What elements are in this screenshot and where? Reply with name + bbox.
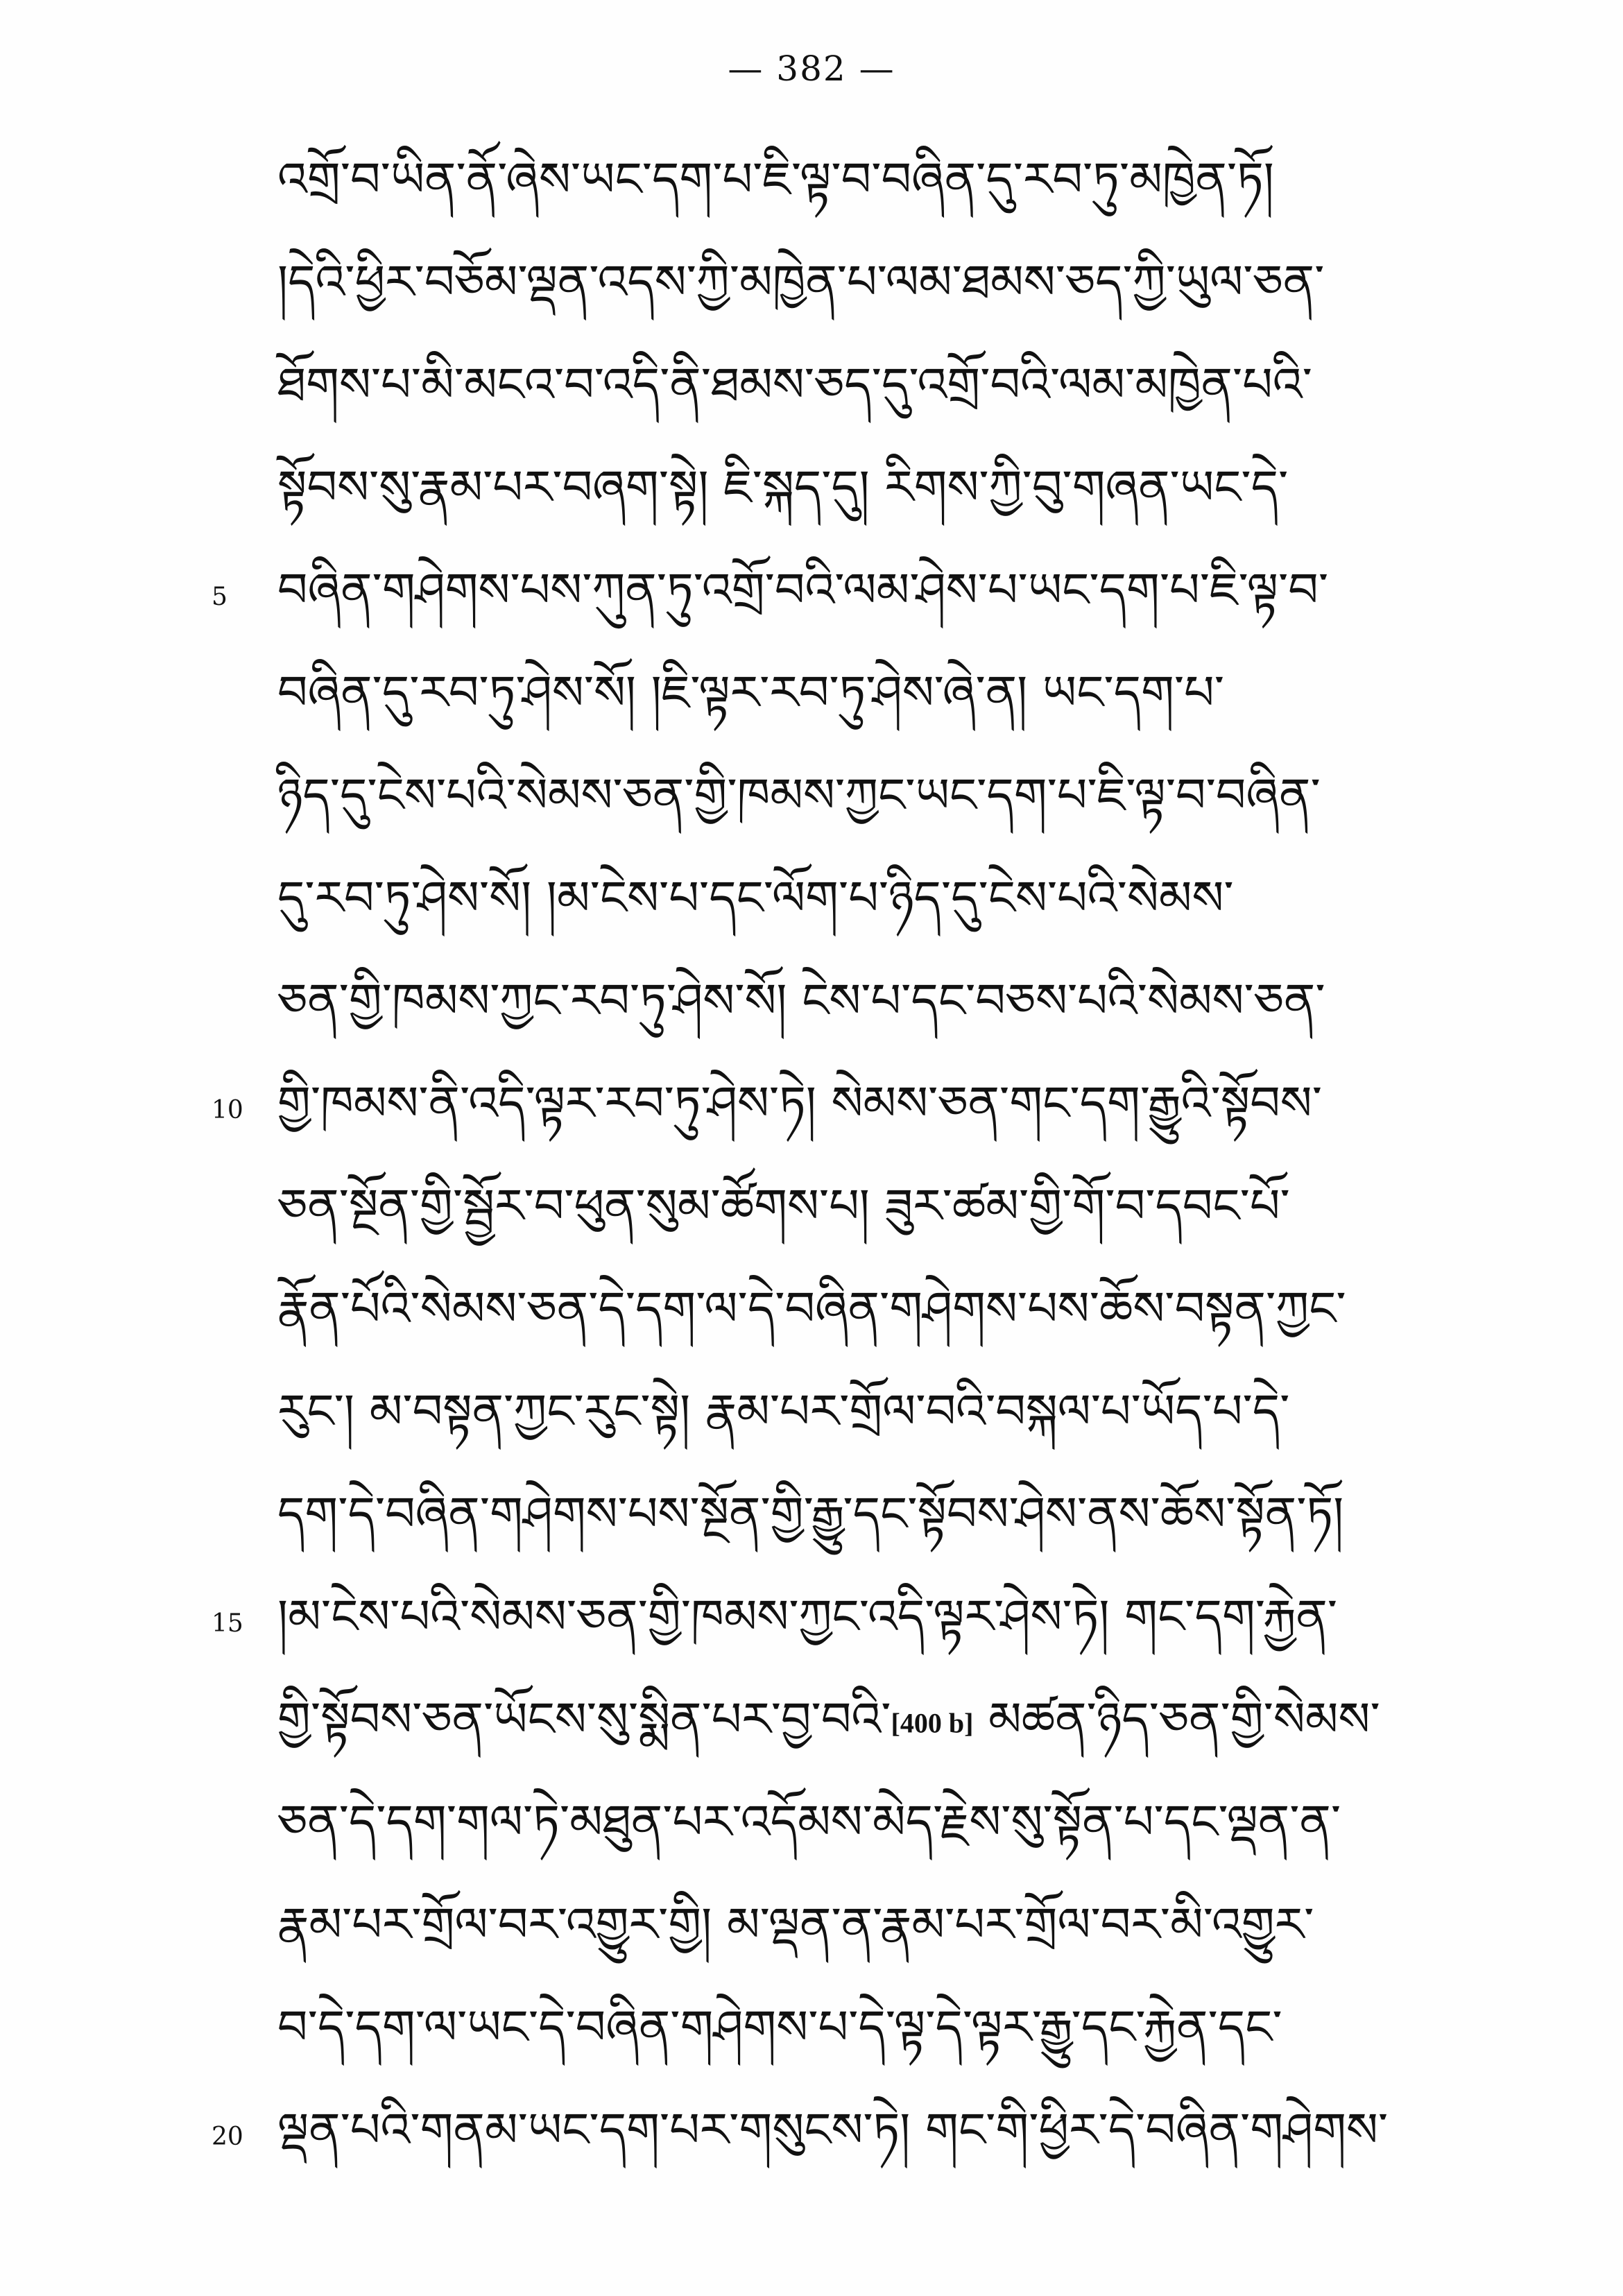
line-text: ཅན་གྱི་ཁམས་ཀྱང་རབ་ཏུ་ཤེས་སོ། ངེས་པ་དང་བཅས་པའི་སེམས་ཅན་ (277, 974, 1325, 1029)
folio-reference: [400 b] (891, 1707, 974, 1739)
line-text: ཅན་དེ་དག་གལ་ཏེ་མཐུན་པར་འདོམས་མེད་རྗེས་སུ་སྟོན་པ་དང་ལྡན་ན་ (277, 1795, 1341, 1850)
text-line (277, 245, 1484, 348)
page-number: — 382 — (728, 49, 895, 89)
text-line (277, 142, 1484, 245)
text-line (277, 1374, 1484, 1477)
line-text-part: གྱི་སྟོབས་ཅན་ཡོངས་སུ་སྨིན་པར་བྱ་བའི་ (277, 1693, 891, 1747)
line-number: 10 (212, 1096, 243, 1124)
tibetan-text-block (212, 142, 1484, 2195)
line-text: །མ་ངེས་པའི་སེམས་ཅན་གྱི་ཁམས་ཀྱང་འདི་ལྟར་ཤེས་ཏེ། གང་དག་རྐྱེན་ (277, 1590, 1338, 1645)
text-line (212, 1579, 1484, 1682)
line-text: ལྡན་པའི་གནམ་ཡང་དག་པར་གསུངས་ཏེ། གང་གི་ཕྱིར་དེ་བཞིན་གཤེགས་ (277, 2103, 1389, 2158)
line-text: བཞིན་དུ་རབ་ཏུ་ཤེས་སོ། །ཇི་ལྟར་རབ་ཏུ་ཤེས་ཞེ་ན། ཡང་དག་པ་ (277, 666, 1225, 721)
line-number: 5 (212, 583, 227, 611)
line-number: 20 (212, 2123, 243, 2151)
line-text: རུང་། མ་བསྟན་ཀྱང་རུང་སྟེ། རྣམ་པར་གྲོལ་བའི་བསྐལ་པ་ཡོད་པ་དེ་ (277, 1385, 1290, 1439)
text-line (212, 553, 1484, 656)
text-line (277, 1271, 1484, 1374)
text-line (212, 1066, 1484, 1169)
line-text-part: མཚན་ཉིད་ཅན་གྱི་སེམས་ (973, 1693, 1380, 1747)
line-text: རྣོན་པོའི་སེམས་ཅན་དེ་དག་ལ་དེ་བཞིན་གཤེགས་པས་ཆོས་བསྟན་ཀྱང་ (277, 1282, 1346, 1337)
text-line (277, 1785, 1484, 1887)
line-text: དུ་རབ་ཏུ་ཤེས་སོ། །མ་ངེས་པ་དང་ལོག་པ་ཉིད་དུ་ངེས་པའི་སེམས་ (277, 871, 1234, 926)
line-text: ཉིད་དུ་ངེས་པའི་སེམས་ཅན་གྱི་ཁམས་ཀྱང་ཡང་དག་པ་ཇི་ལྟ་བ་བཞིན་ (277, 769, 1321, 823)
line-text: གྱི་ཁམས་ནི་འདི་ལྟར་རབ་ཏུ་ཤེས་ཏེ། སེམས་ཅན་གང་དག་རྒྱུའི་སྟོབས་ (277, 1077, 1322, 1131)
line-text: ཅན་སྔོན་གྱི་སྦྱོར་བ་ཕུན་སུམ་ཚོགས་པ། ཟུར་ཚམ་གྱི་གོ་བ་དབང་པོ་ (277, 1179, 1290, 1234)
line-text: བ་དེ་དག་ལ་ཡང་དེ་བཞིན་གཤེགས་པ་དེ་ལྟ་དེ་ལྟར་རྒྱུ་དང་རྐྱེན་དང་ (277, 2001, 1282, 2055)
line-text: ཐོགས་པ་མི་མངའ་བ་འདི་ནི་ཐམས་ཅད་དུ་འགྲོ་བའི་ལམ་མཁྱེན་པའི་ (277, 358, 1312, 413)
text-line (212, 2093, 1484, 2195)
text-line (277, 861, 1484, 963)
line-text: བཞིན་གཤེགས་པས་ཀུན་ཏུ་འགྲོ་བའི་ལམ་ཤེས་པ་ཡང་དག་པ་ཇི་ལྟ་བ་ (277, 563, 1329, 618)
text-line (277, 1169, 1484, 1271)
text-line (277, 1682, 1484, 1785)
text-line (277, 348, 1484, 450)
text-line (277, 1990, 1484, 2093)
text-line (277, 450, 1484, 553)
line-number: 15 (212, 1609, 243, 1638)
line-text: སྟོབས་སུ་རྣམ་པར་བཞག་སྟེ། ཇི་སྐད་དུ། རིགས་ཀྱི་བུ་གཞན་ཡང་དེ་ (277, 461, 1289, 515)
text-line (277, 1477, 1484, 1579)
text-line (277, 758, 1484, 861)
line-text (277, 1682, 1484, 1762)
line-text: །དེའི་ཕྱིར་བཅོམ་ལྡན་འདས་ཀྱི་མཁྱེན་པ་ལམ་ཐམས་ཅད་ཀྱི་ཡུལ་ཅན་ (277, 255, 1325, 310)
line-text: རྣམ་པར་གྲོལ་བར་འགྱུར་གྱི། མ་ལྡན་ན་རྣམ་པར་གྲོལ་བར་མི་འགྱུར་ (277, 1898, 1314, 1953)
text-line (277, 963, 1484, 1066)
line-text: དག་དེ་བཞིན་གཤེགས་པས་སྔོན་གྱི་རྒྱུ་དང་སྟོབས་ཤེས་ནས་ཆོས་སྟོན་ཏོ། (277, 1487, 1344, 1542)
text-line (277, 656, 1484, 758)
text-line (277, 1887, 1484, 1990)
line-text: འགྲོ་བ་ཡིན་ནོ་ཞེས་ཡང་དག་པ་ཇི་ལྟ་བ་བཞིན་དུ་རབ་ཏུ་མཁྱེན་ཏོ། (277, 153, 1274, 207)
